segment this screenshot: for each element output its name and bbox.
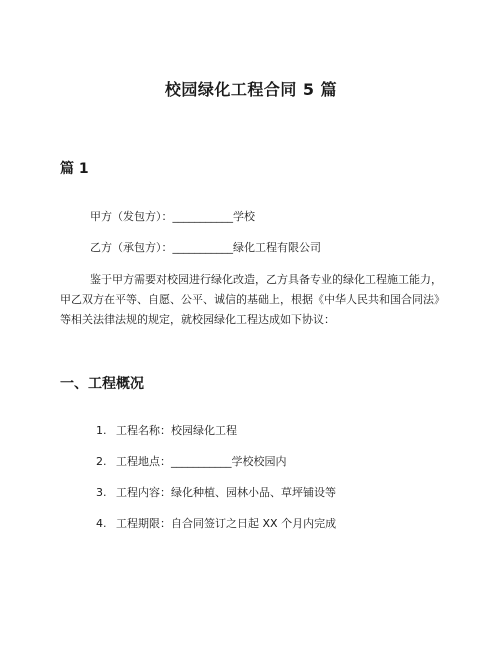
list-item-number: 2. (96, 455, 107, 468)
party-a-line: 甲方（发包方）：___________学校 (90, 210, 255, 223)
overview-list (96, 421, 336, 545)
section-heading-overview: 一、工程概况 (60, 376, 144, 392)
list-item (96, 483, 336, 514)
list-item (96, 421, 336, 452)
list-item-text: 工程内容：绿化种植、园林小品、草坪铺设等 (116, 486, 336, 499)
party-b-line: 乙方（承包方）：___________绿化工程有限公司 (90, 241, 321, 254)
list-item-text: 工程名称：校园绿化工程 (116, 424, 237, 437)
preamble-paragraph: 鉴于甲方需要对校园进行绿化改造，乙方具备专业的绿化工程施工能力，甲乙双方在平等、自愿、公平、诚信的基础上，根据《中华人民共和国合同法》等相关法律法规的规定，就校园绿化工程达成如下协议： (60, 273, 442, 326)
list-item-text: 工程地点：___________学校校园内 (116, 455, 287, 468)
list-item-number: 3. (96, 486, 107, 499)
list-item (96, 514, 336, 545)
list-item-text: 工程期限：自合同签订之日起 XX 个月内完成 (116, 517, 337, 530)
list-item-number: 4. (96, 517, 107, 530)
document-title: 校园绿化工程合同 5 篇 (164, 80, 338, 99)
list-item (96, 452, 336, 483)
list-item-number: 1. (96, 424, 107, 437)
section-heading-part1: 篇 1 (60, 161, 89, 177)
